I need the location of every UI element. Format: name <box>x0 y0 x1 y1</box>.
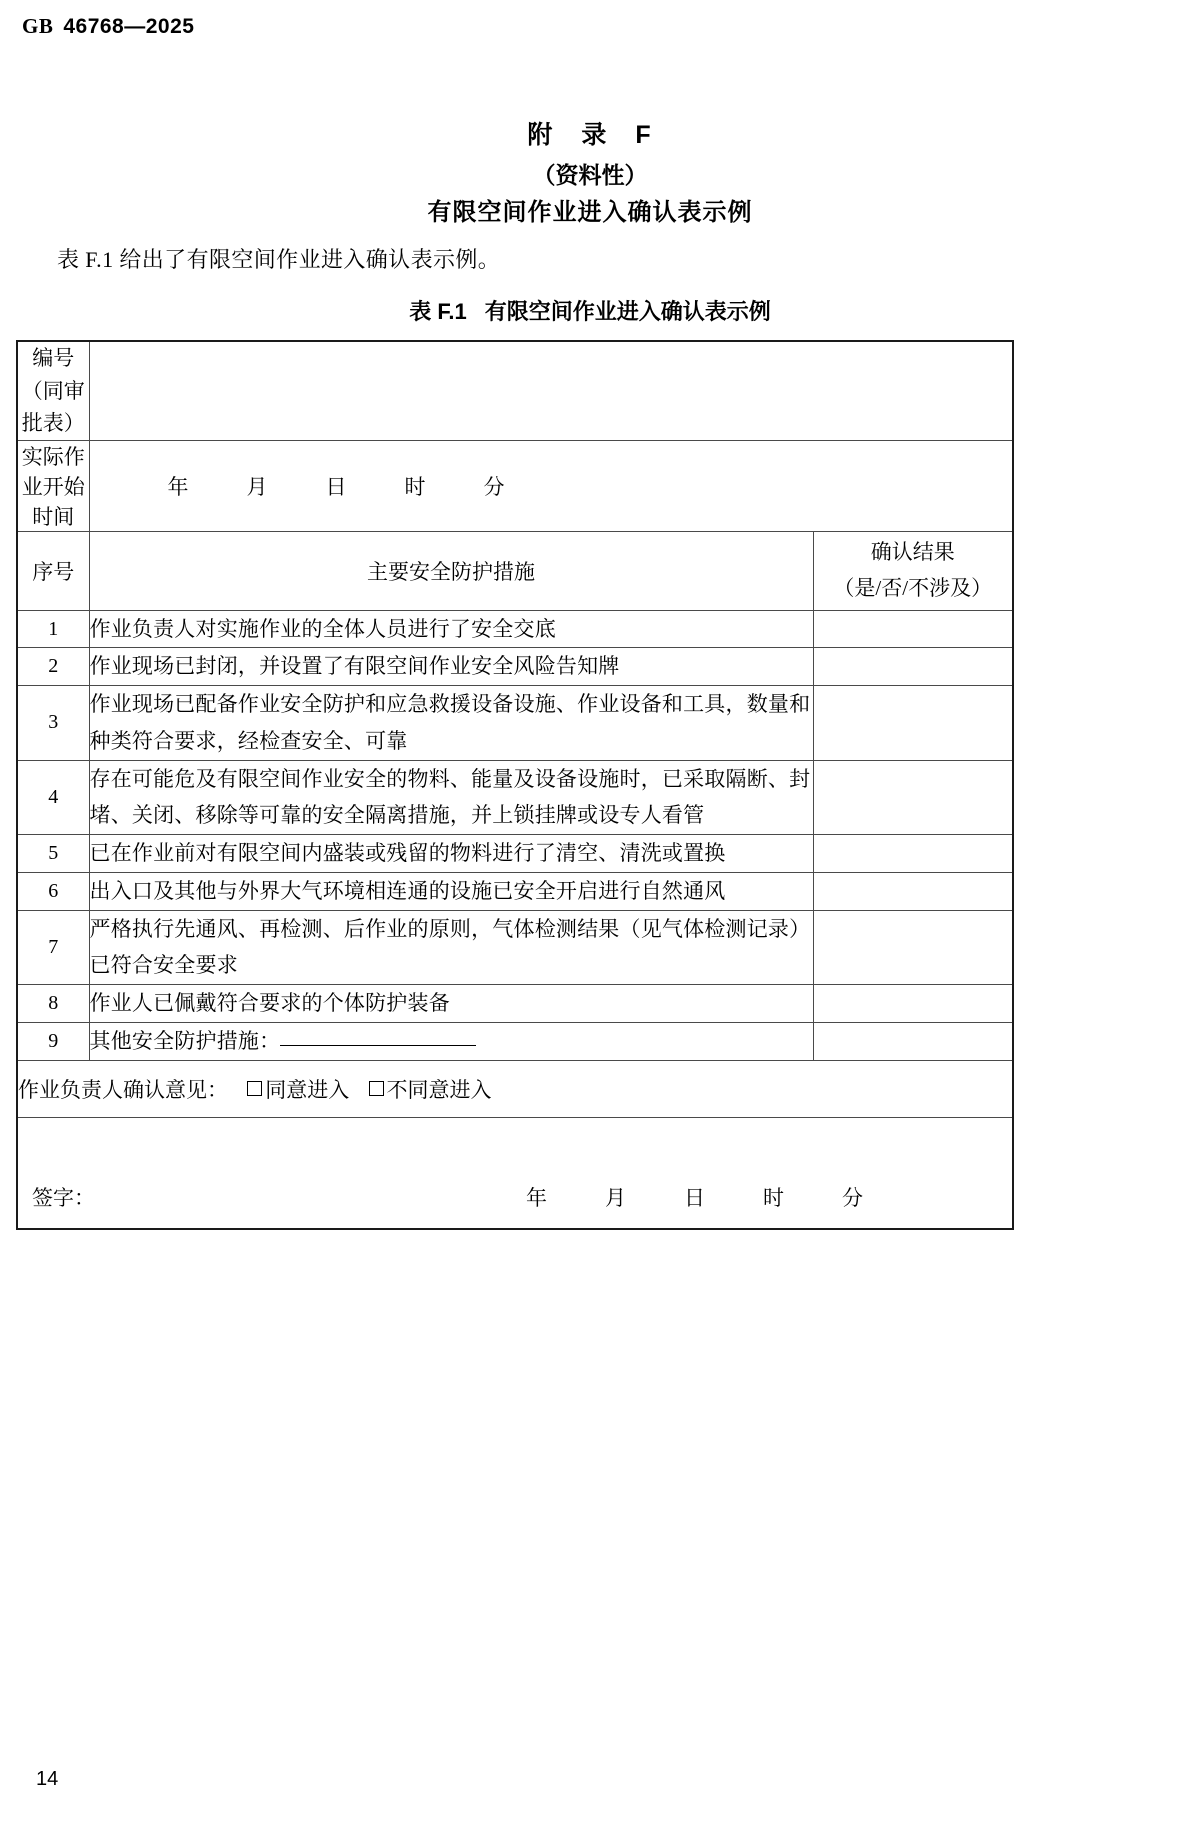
row-result[interactable] <box>813 760 1013 835</box>
column-header-result-line2: （是/否/不涉及） <box>833 575 993 600</box>
annex-title: 附 录 F <box>527 121 653 149</box>
id-label-line2: （同审批表） <box>21 378 85 436</box>
row-result[interactable] <box>813 835 1013 873</box>
start-time-slots <box>90 471 1013 501</box>
row-number: 1 <box>17 610 89 648</box>
row-measure: 作业负责人对实施作业的全体人员进行了安全交底 <box>89 610 813 648</box>
signature-hour: 时 <box>763 1185 784 1210</box>
table-row-signature <box>17 1117 1013 1229</box>
row-result[interactable] <box>813 985 1013 1023</box>
signature-time-slots <box>526 1182 863 1212</box>
opinion-label: 作业负责人确认意见： <box>18 1077 228 1102</box>
checkbox-agree-label: 同意进入 <box>265 1077 350 1102</box>
id-label-line1: 编号 <box>32 346 75 370</box>
row-measure: 作业现场已封闭，并设置了有限空间作业安全风险告知牌 <box>89 648 813 686</box>
start-time-hour: 时 <box>404 474 426 499</box>
page-number: 14 <box>36 1768 59 1790</box>
signature-year: 年 <box>526 1185 547 1210</box>
table-row <box>17 910 1013 985</box>
column-header-measure: 主要安全防护措施 <box>89 531 813 610</box>
row-measure: 作业现场已配备作业安全防护和应急救援设备设施、作业设备和工具，数量和种类符合要求，经检查安全、可靠 <box>89 686 813 761</box>
checkbox-agree-box[interactable] <box>247 1081 262 1096</box>
standard-prefix: GB <box>22 14 54 38</box>
column-header-seq: 序号 <box>17 531 89 610</box>
intro-paragraph: 表 F.1 给出了有限空间作业进入确认表示例。 <box>57 247 501 272</box>
annex-subtitle: （资料性） <box>532 162 648 188</box>
table-caption-number: 表 F.1 <box>409 299 467 324</box>
table-row <box>17 985 1013 1023</box>
signature-cell[interactable] <box>17 1117 1013 1229</box>
standard-number: 46768—2025 <box>63 15 195 38</box>
id-label-cell <box>17 341 89 440</box>
row-measure: 作业人已佩戴符合要求的个体防护装备 <box>89 985 813 1023</box>
row-number: 5 <box>17 835 89 873</box>
row-measure: 出入口及其他与外界大气环境相连通的设施已安全开启进行自然通风 <box>89 872 813 910</box>
row-measure: 已在作业前对有限空间内盛装或残留的物料进行了清空、清洗或置换 <box>89 835 813 873</box>
row-measure <box>89 1022 813 1060</box>
start-time-year: 年 <box>167 474 189 499</box>
row-number: 9 <box>17 1022 89 1060</box>
checkbox-agree[interactable] <box>247 1074 349 1104</box>
table-row <box>17 1022 1013 1060</box>
row-measure: 严格执行先通风、再检测、后作业的原则，气体检测结果（见气体检测记录）已符合安全要求 <box>89 910 813 985</box>
running-header <box>22 14 194 39</box>
row-number: 4 <box>17 760 89 835</box>
row-number: 6 <box>17 872 89 910</box>
table-caption-text: 有限空间作业进入确认表示例 <box>484 299 771 324</box>
row-number: 8 <box>17 985 89 1023</box>
table-caption <box>0 295 1180 326</box>
checkbox-disagree-box[interactable] <box>369 1081 384 1096</box>
row-result[interactable] <box>813 610 1013 648</box>
row-measure-text: 其他安全防护措施： <box>89 1028 281 1053</box>
table-row-start-time <box>17 440 1013 531</box>
row-result[interactable] <box>813 686 1013 761</box>
row-number: 2 <box>17 648 89 686</box>
start-time-minute: 分 <box>483 474 505 499</box>
start-time-day: 日 <box>325 474 347 499</box>
signature-minute: 分 <box>842 1185 863 1210</box>
start-time-value-cell[interactable] <box>89 440 1013 531</box>
row-number: 3 <box>17 686 89 761</box>
table-row <box>17 686 1013 761</box>
start-time-label: 实际作业开始时间 <box>17 440 89 531</box>
row-result[interactable] <box>813 648 1013 686</box>
fill-in-blank[interactable] <box>280 1045 476 1046</box>
checkbox-disagree-label: 不同意进入 <box>386 1077 492 1102</box>
signature-month: 月 <box>605 1185 626 1210</box>
opinion-cell <box>17 1060 1013 1117</box>
signature-label: 签字： <box>32 1185 95 1210</box>
row-number: 7 <box>17 910 89 985</box>
checkbox-disagree[interactable] <box>369 1074 492 1104</box>
row-result[interactable] <box>813 910 1013 985</box>
signature-day: 日 <box>684 1185 705 1210</box>
annex-name: 有限空间作业进入确认表示例 <box>427 199 753 226</box>
row-result[interactable] <box>813 1022 1013 1060</box>
table-header-row <box>17 531 1013 610</box>
table-row <box>17 835 1013 873</box>
row-result[interactable] <box>813 872 1013 910</box>
table-row-opinion <box>17 1060 1013 1117</box>
column-header-result-line1: 确认结果 <box>870 539 955 564</box>
id-value-cell[interactable] <box>89 341 1013 440</box>
table-row-id <box>17 341 1013 440</box>
table-row <box>17 610 1013 648</box>
table-row <box>17 872 1013 910</box>
start-time-month: 月 <box>246 474 268 499</box>
confined-space-entry-confirmation-table <box>16 340 1014 1230</box>
table-row <box>17 648 1013 686</box>
column-header-result <box>813 531 1013 610</box>
row-measure: 存在可能危及有限空间作业安全的物料、能量及设备设施时，已采取隔断、封堵、关闭、移除等可靠的安全隔离措施，并上锁挂牌或设专人看管 <box>89 760 813 835</box>
table-row <box>17 760 1013 835</box>
